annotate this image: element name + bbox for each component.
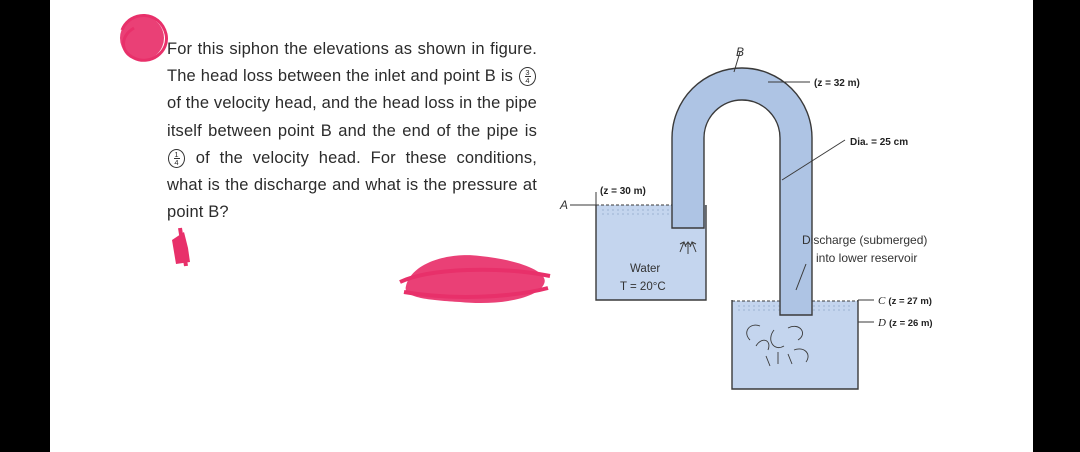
label-b: B: [736, 45, 745, 59]
fraction-one-quarter: $\frac{1}{4}$: [168, 149, 185, 168]
label-water: Water: [630, 263, 661, 275]
label-a: A: [560, 198, 569, 212]
label-top-elev: (z = 32 m): [814, 78, 860, 89]
label-diameter: Dia. = 25 cm: [850, 137, 909, 148]
label-inlet-elev: (z = 30 m): [600, 186, 646, 197]
document-page: [50, 0, 1033, 452]
siphon-figure: [50, 0, 1033, 452]
problem-text-mid: of the velocity head, and the head loss in the pipe itself between point B and the end of the pipe is: [167, 94, 537, 140]
label-discharge-2: into lower reservoir: [816, 251, 918, 265]
problem-text-end: of the velocity head. For these conditions, what is the discharge and what is the pressure at point B?: [167, 148, 537, 222]
fraction-three-quarters: $\frac{3}{4}$: [519, 67, 536, 86]
label-discharge-1: Discharge (submerged): [802, 233, 928, 247]
label-d: D (z = 26 m): [878, 317, 933, 329]
problem-text-intro: For this siphon the elevations as shown in figure. The head loss between the inlet and point B is: [167, 40, 537, 86]
label-c: C (z = 27 m): [878, 295, 932, 307]
label-temperature: T = 20°C: [620, 281, 666, 293]
